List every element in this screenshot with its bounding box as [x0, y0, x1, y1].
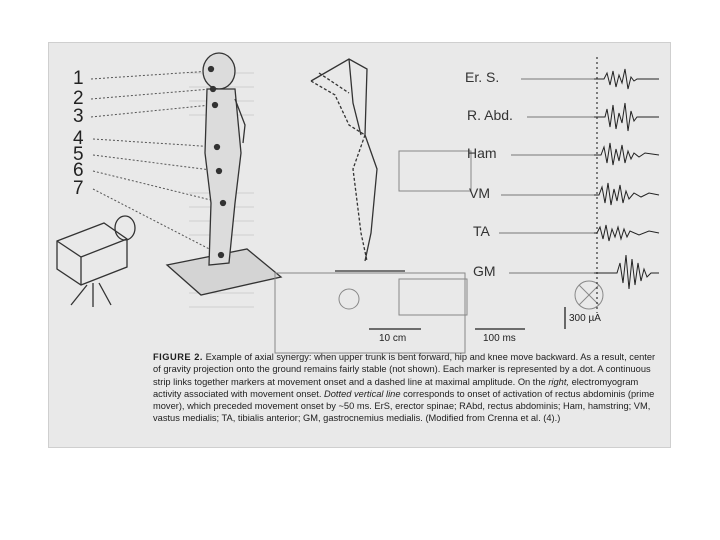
emg-traces: [594, 69, 659, 289]
marker-number-2: 2: [73, 88, 84, 109]
marker-number-4: 4: [73, 128, 84, 149]
caption-text-2: electromyogram activity associated with movement onset.: [153, 376, 639, 399]
emg-label-tibialis-anterior: TA: [473, 223, 490, 239]
marker-number-5: 5: [73, 144, 84, 165]
caption-italic-right: right,: [548, 376, 569, 387]
stick-diagram: [311, 59, 405, 271]
marker-number-6: 6: [73, 160, 84, 181]
caption-italic-dotted: Dotted vertical line: [324, 388, 401, 399]
emg-label-gastrocnemius: GM: [473, 263, 496, 279]
camera-drawing: [57, 216, 135, 307]
scale-label-time: 100 ms: [483, 333, 516, 344]
subject-drawing: [167, 53, 281, 295]
emg-label-vastus-medialis: VM: [469, 185, 490, 201]
caption-text-3: corresponds to onset of activation of rectus abdominis (prime mover), which preceded movement onset by ~50 ms. ErS, erector spinae; RAbd, rectus abdominis; Ham, hamstring; VM, vastus medialis; TA, tibialis anterior; GM, gastrocnemius medialis. (Modified from Crenna et al. (4).): [153, 388, 655, 424]
marker-number-7: 7: [73, 178, 84, 199]
emg-label-hamstring: Ham: [467, 145, 497, 161]
marker-number-1: 1: [73, 68, 84, 89]
figure-caption: [153, 351, 663, 425]
scale-label-distance: 10 cm: [379, 333, 407, 344]
emg-label-rectus-abdominis: R. Abd.: [467, 107, 513, 123]
marker-number-3: 3: [73, 106, 84, 127]
recording-circuit: [275, 151, 603, 353]
figure-scan: [48, 42, 671, 448]
emg-baselines: [499, 79, 594, 273]
caption-label: FIGURE 2.: [153, 352, 203, 362]
scale-label-amplitude: 300 µA: [569, 313, 601, 324]
emg-label-erector-spinae: Er. S.: [465, 69, 500, 85]
caption-text-1: Example of axial synergy: when upper trunk is bent forward, hip and knee move backward. As a result, center of gravity projection onto the ground remains fairly stable (not shown). Each marker is represented by a dot. A continuous strip links together markers at movement onset and a dashed line at maximal amplitude. On the: [153, 352, 656, 387]
